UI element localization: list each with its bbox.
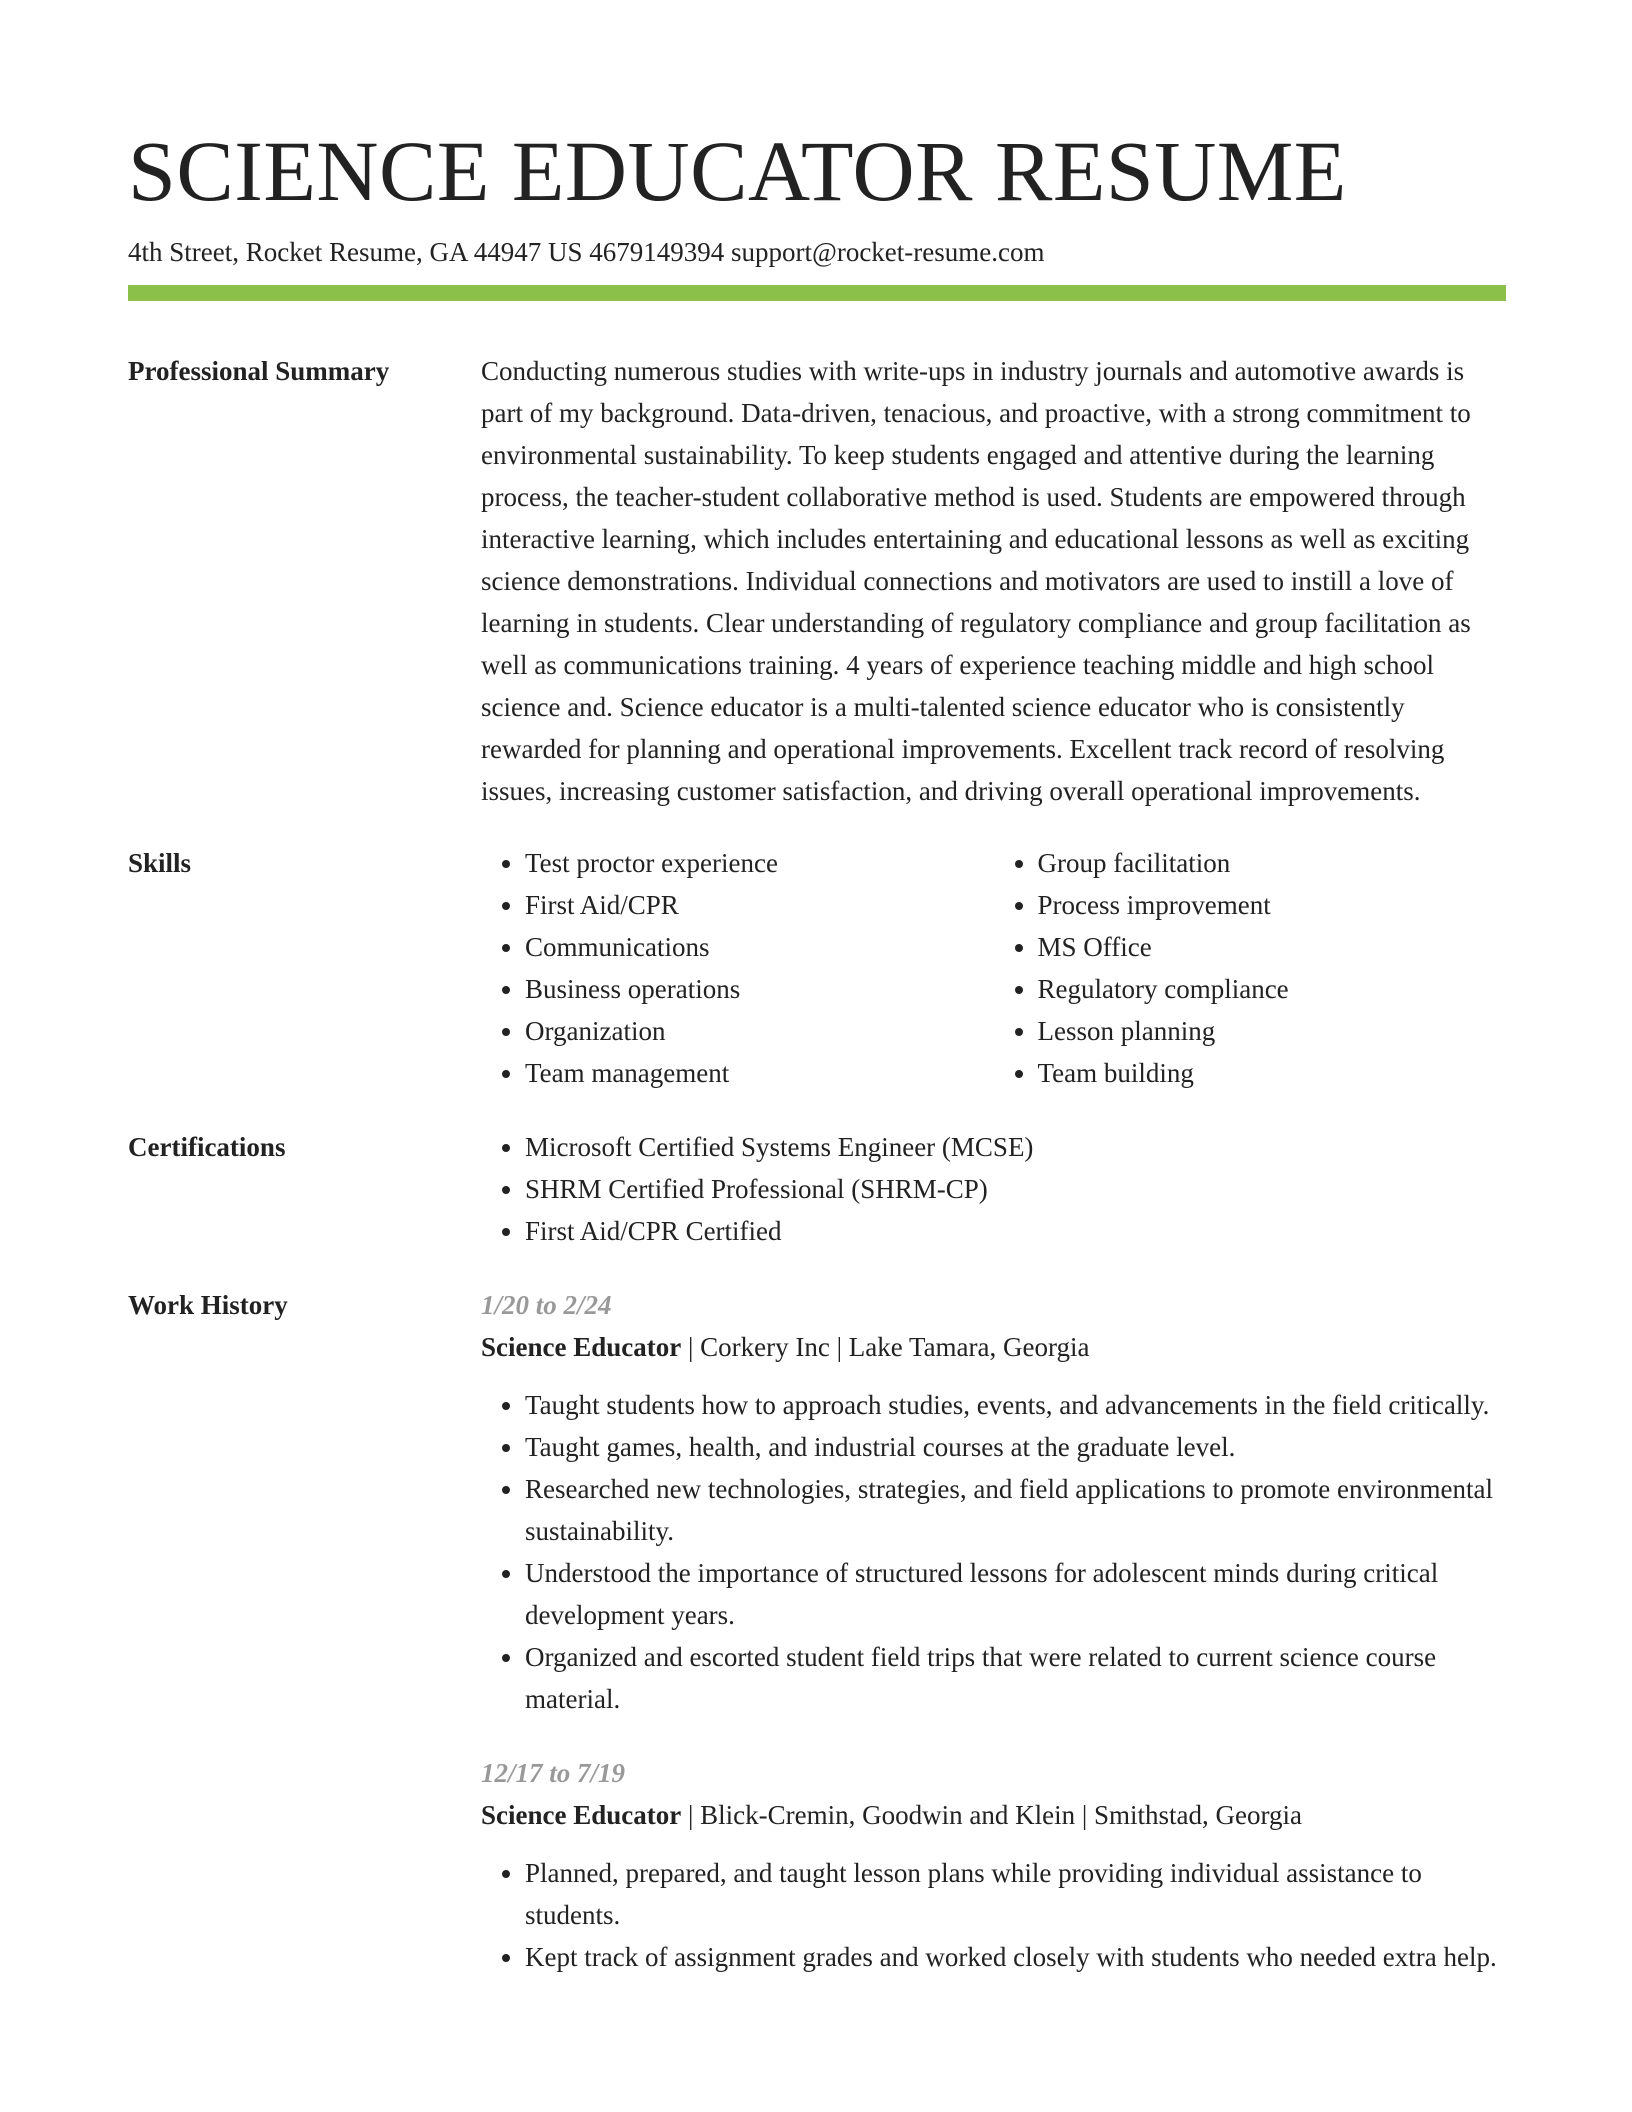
certification-item: • Microsoft Certified Systems Engineer (MCSE) (525, 1126, 1506, 1168)
resume-title: SCIENCE EDUCATOR RESUME (128, 123, 1347, 219)
summary-label: Professional Summary (128, 356, 390, 386)
certifications-body (481, 1126, 1506, 1252)
certification-item: • First Aid/CPR Certified (525, 1210, 1506, 1252)
certification-item: • SHRM Certified Professional (SHRM-CP) (525, 1168, 1506, 1210)
summary-text: Conducting numerous studies with write-ups in industry journals and automotive awards is part of my background. Data-driven, tenacious, and proactive, with a strong commitment to environmental sustainability. To keep students engaged and attentive during the learning process, the teacher-student collaborative method is used. Students are empowered through interactive learning, which includes entertaining and educational lessons as well as exciting science demonstrations. Individual connections and motivators are used to instill a love of learning in students. Clear understanding of regulatory compliance and group facilitation as well as communications training. 4 years of experience teaching middle and high school science and. Science educator is a multi-talented science educator who is consistently rewarded for planning and operational improvements. Excellent track record of resolving issues, increasing customer satisfaction, and driving overall operational improvements. (481, 356, 1471, 806)
job-dates: 1/20 to 2/24 (481, 1290, 612, 1320)
skills-body (481, 842, 1506, 1094)
work-history-label: Work History (128, 1290, 288, 1320)
job-dates: 12/17 to 7/19 (481, 1758, 626, 1788)
job-title: Science Educator (481, 1332, 682, 1362)
job-entry (481, 1284, 1506, 1720)
job-heading (481, 1326, 1506, 1368)
job-bullet: • Researched new technologies, strategies, and field applications to promote environmental sustainability. (525, 1468, 1506, 1552)
skills-label: Skills (128, 848, 192, 878)
skill-item: • Test proctor experience (525, 842, 994, 884)
resume-content (128, 350, 1506, 1978)
skill-item: • Process improvement (1038, 884, 1507, 926)
job-bullet: • Organized and escorted student field trips that were related to current science course material. (525, 1636, 1506, 1720)
summary-section (128, 350, 1506, 812)
job-entry (481, 1752, 1506, 1978)
job-bullet: • Kept track of assignment grades and worked closely with students who needed extra help. (525, 1936, 1506, 1978)
skill-item: • MS Office (1038, 926, 1507, 968)
certifications-section (128, 1126, 1506, 1252)
summary-body (481, 350, 1506, 812)
skill-item: • Group facilitation (1038, 842, 1507, 884)
job-bullets (481, 1852, 1506, 1978)
job-bullet: • Taught games, health, and industrial courses at the graduate level. (525, 1426, 1506, 1468)
header-divider (128, 285, 1506, 301)
job-bullet: • Taught students how to approach studies, events, and advancements in the field critically. (525, 1384, 1506, 1426)
skill-item: • Team management (525, 1052, 994, 1094)
skill-item: • Lesson planning (1038, 1010, 1507, 1052)
skill-item: • First Aid/CPR (525, 884, 994, 926)
job-bullet: • Planned, prepared, and taught lesson plans while providing individual assistance to students. (525, 1852, 1506, 1936)
skill-item: • Regulatory compliance (1038, 968, 1507, 1010)
job-heading (481, 1794, 1506, 1836)
work-history-section (128, 1284, 1506, 1978)
skills-section (128, 842, 1506, 1094)
work-history-body (481, 1284, 1506, 1978)
skill-item: • Communications (525, 926, 994, 968)
skill-item: • Team building (1038, 1052, 1507, 1094)
job-details: | Corkery Inc | Lake Tamara, Georgia (681, 1332, 1090, 1362)
certifications-label: Certifications (128, 1132, 286, 1162)
job-bullets (481, 1384, 1506, 1720)
job-title: Science Educator (481, 1800, 682, 1830)
certifications-list (481, 1126, 1506, 1252)
job-details: | Blick-Cremin, Goodwin and Klein | Smithstad, Georgia (681, 1800, 1302, 1830)
skills-list-right (994, 842, 1507, 1094)
skill-item: • Business operations (525, 968, 994, 1010)
resume-header (128, 118, 1506, 301)
contact-line: 4th Street, Rocket Resume, GA 44947 US 4679149394 support@rocket-resume.com (128, 237, 1045, 267)
skills-list-left (481, 842, 994, 1094)
job-bullet: • Understood the importance of structured lessons for adolescent minds during critical development years. (525, 1552, 1506, 1636)
skill-item: • Organization (525, 1010, 994, 1052)
